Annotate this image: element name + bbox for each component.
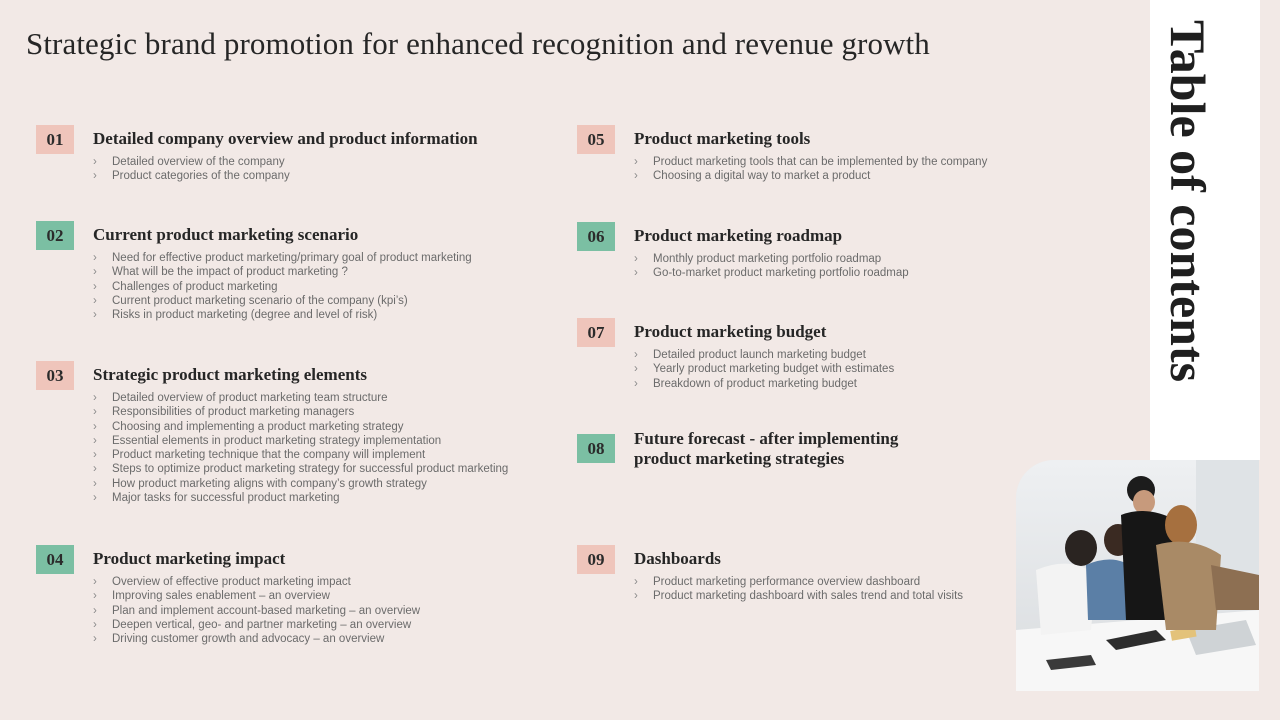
list-item: › Challenges of product marketing: [93, 280, 278, 293]
list-item: › Improving sales enablement – an overview: [93, 590, 330, 603]
chevron-right-icon: ›: [634, 267, 638, 280]
chevron-right-icon: ›: [93, 420, 97, 433]
section-items: [634, 252, 909, 281]
chevron-right-icon: ›: [634, 576, 638, 588]
chevron-right-icon: ›: [93, 434, 97, 447]
section-number-badge: 03: [36, 361, 74, 390]
chevron-right-icon: ›: [93, 463, 97, 476]
chevron-right-icon: ›: [634, 253, 638, 265]
list-item: › Essential elements in product marketing strategy implementation: [93, 434, 442, 447]
section-items: [93, 575, 420, 646]
chevron-right-icon: ›: [93, 633, 97, 646]
chevron-right-icon: ›: [93, 590, 97, 603]
section-title: Current product marketing scenario: [93, 225, 359, 244]
list-item: › How product marketing aligns with company’s growth strategy: [93, 477, 427, 490]
section-number-badge: 05: [577, 125, 615, 154]
list-item: › Monthly product marketing portfolio roadmap: [634, 253, 882, 265]
chevron-right-icon: ›: [93, 266, 97, 279]
section-items: [634, 155, 987, 184]
list-item: › Detailed product launch marketing budget: [634, 349, 866, 361]
chevron-right-icon: ›: [93, 252, 97, 264]
chevron-right-icon: ›: [93, 406, 97, 419]
section-number-badge: 04: [36, 545, 74, 574]
list-item: › Need for effective product marketing/primary goal of product marketing: [93, 252, 472, 264]
section-title-line-1: Future forecast - after implementing: [634, 429, 899, 448]
section-title: Strategic product marketing elements: [93, 365, 367, 384]
list-item: › Breakdown of product marketing budget: [634, 377, 857, 390]
list-item: › Product marketing tools that can be implemented by the company: [634, 156, 988, 168]
list-item: › Choosing a digital way to market a product: [634, 170, 871, 183]
chevron-right-icon: ›: [93, 618, 97, 631]
side-title: Table of contents: [1160, 20, 1216, 383]
list-item: › Product marketing performance overview dashboard: [634, 576, 921, 588]
list-item: › Major tasks for successful product marketing: [93, 492, 340, 505]
list-item: › Go-to-market product marketing portfolio roadmap: [634, 267, 909, 280]
section-number-badge: 01: [36, 125, 74, 154]
section-number-badge: 09: [577, 545, 615, 574]
section-title-line-2: product marketing strategies: [634, 449, 845, 468]
section-title: Product marketing tools: [634, 129, 811, 148]
section-title: [634, 429, 898, 469]
list-item: › Detailed overview of product marketing team structure: [93, 392, 388, 404]
chevron-right-icon: ›: [93, 309, 97, 322]
section-items: [634, 348, 894, 391]
chevron-right-icon: ›: [93, 294, 97, 307]
team-meeting-illustration: [1016, 460, 1259, 691]
chevron-right-icon: ›: [93, 170, 97, 183]
section-number-badge: 08: [577, 434, 615, 463]
list-item: › Risks in product marketing (degree and level of risk): [93, 309, 378, 322]
list-item: › Detailed overview of the company: [93, 156, 285, 168]
section-items: [93, 391, 508, 505]
section-items: [93, 155, 290, 184]
chevron-right-icon: ›: [93, 604, 97, 617]
list-item: › What will be the impact of product marketing ?: [93, 266, 348, 279]
chevron-right-icon: ›: [634, 156, 638, 168]
list-item: › Overview of effective product marketing impact: [93, 576, 351, 588]
chevron-right-icon: ›: [93, 392, 97, 404]
list-item: › Product marketing technique that the company will implement: [93, 449, 426, 462]
list-item: › Steps to optimize product marketing strategy for successful product marketing: [93, 463, 509, 476]
page-title: Strategic brand promotion for enhanced recognition and revenue growth: [26, 26, 930, 61]
list-item: › Responsibilities of product marketing managers: [93, 406, 355, 419]
section-title: Product marketing budget: [634, 322, 827, 341]
chevron-right-icon: ›: [93, 280, 97, 293]
section-number-badge: 02: [36, 221, 74, 250]
list-item: › Choosing and implementing a product marketing strategy: [93, 420, 404, 433]
chevron-right-icon: ›: [634, 377, 638, 390]
section-title: Dashboards: [634, 549, 721, 568]
list-item: › Plan and implement account-based marketing – an overview: [93, 604, 421, 617]
team-meeting-photo: [1016, 460, 1259, 691]
section-number-badge: 06: [577, 222, 615, 251]
chevron-right-icon: ›: [93, 477, 97, 490]
list-item: › Yearly product marketing budget with estimates: [634, 363, 895, 376]
section-items: [634, 575, 963, 604]
chevron-right-icon: ›: [634, 363, 638, 376]
section-items: [93, 251, 472, 322]
chevron-right-icon: ›: [93, 492, 97, 505]
section-number-badge: 07: [577, 318, 615, 347]
section-title: Detailed company overview and product information: [93, 129, 478, 148]
chevron-right-icon: ›: [93, 449, 97, 462]
chevron-right-icon: ›: [634, 170, 638, 183]
list-item: › Product categories of the company: [93, 170, 290, 183]
list-item: › Product marketing dashboard with sales trend and total visits: [634, 590, 964, 603]
section-title: Product marketing roadmap: [634, 226, 843, 245]
chevron-right-icon: ›: [634, 590, 638, 603]
chevron-right-icon: ›: [93, 156, 97, 168]
list-item: › Deepen vertical, geo- and partner marketing – an overview: [93, 618, 412, 631]
chevron-right-icon: ›: [93, 576, 97, 588]
list-item: › Current product marketing scenario of the company (kpi’s): [93, 294, 408, 307]
chevron-right-icon: ›: [634, 349, 638, 361]
section-title: Product marketing impact: [93, 549, 286, 568]
list-item: › Driving customer growth and advocacy – an overview: [93, 633, 385, 646]
